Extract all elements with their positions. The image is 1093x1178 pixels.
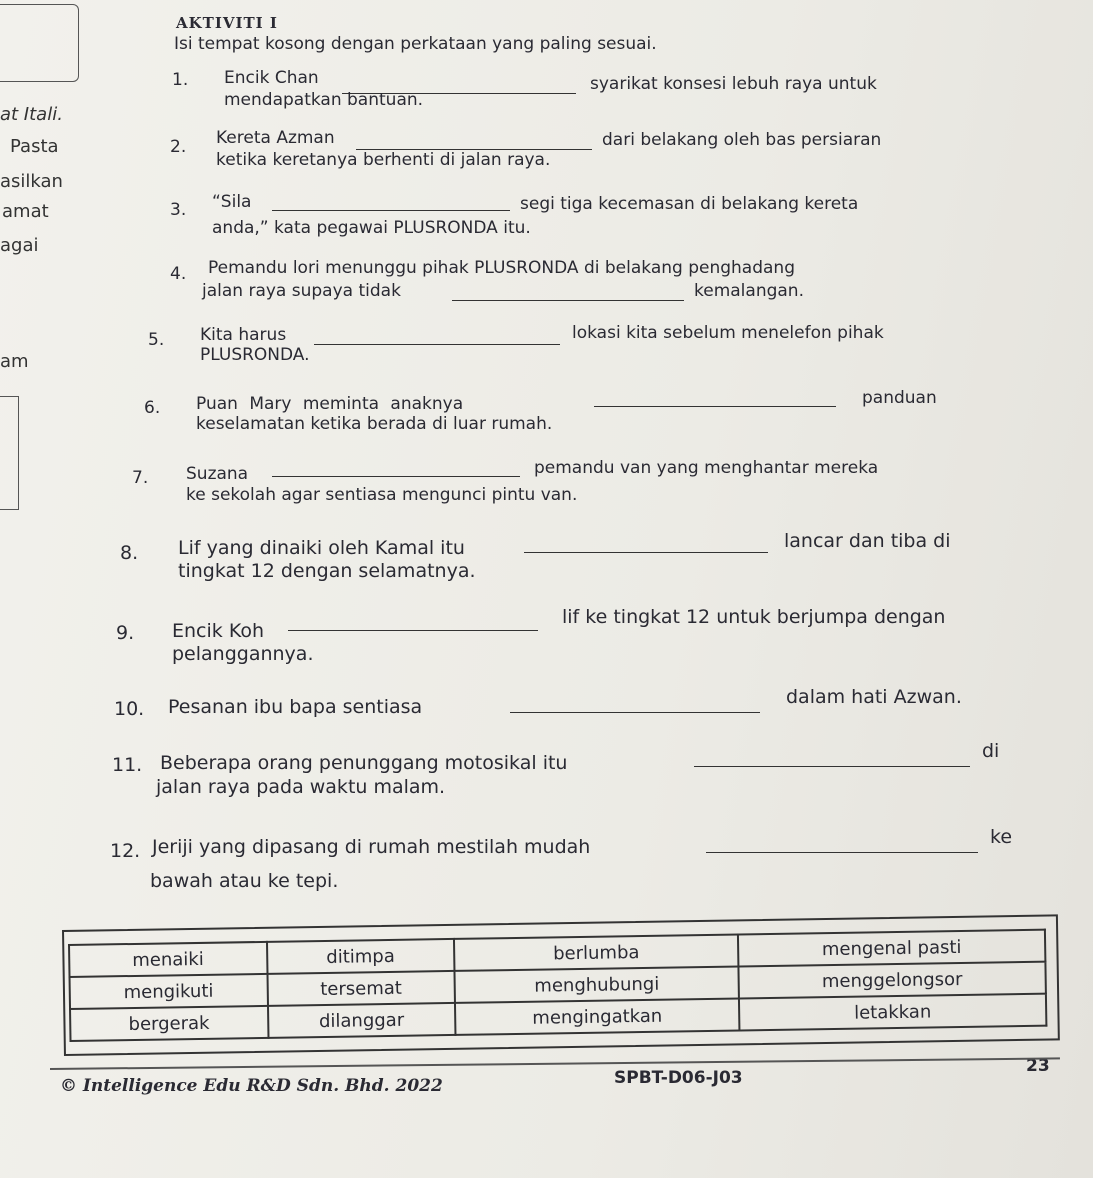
- question-number: 9.: [116, 622, 135, 644]
- left-margin-text: amat: [2, 201, 49, 222]
- word-option[interactable]: berlumba: [454, 934, 738, 970]
- question-number: 1.: [172, 70, 189, 90]
- word-option[interactable]: menaiki: [69, 942, 267, 977]
- question-number: 10.: [114, 698, 145, 720]
- word-option[interactable]: menghubungi: [455, 966, 739, 1002]
- page-number: 23: [1026, 1056, 1050, 1076]
- question-text: Suzana: [186, 464, 249, 484]
- question-text: Pemandu lori menunggu pihak PLUSRONDA di belakang penghadang: [208, 258, 795, 278]
- question-number: 6.: [144, 398, 161, 418]
- left-margin-box-top: [0, 4, 79, 82]
- question-text: jalan raya supaya tidak: [202, 281, 401, 301]
- question-text: lancar dan tiba di: [784, 530, 951, 552]
- question-text: Pesanan ibu bapa sentiasa: [168, 696, 423, 718]
- question-text: segi tiga kecemasan di belakang kereta: [520, 194, 859, 214]
- question-text: jalan raya pada waktu malam.: [156, 776, 446, 798]
- question-number: 11.: [112, 754, 143, 776]
- word-option[interactable]: tersemat: [267, 971, 455, 1006]
- question-text: pemandu van yang menghantar mereka: [534, 458, 879, 478]
- question-text: dalam hati Azwan.: [786, 686, 962, 708]
- question-text: kemalangan.: [694, 281, 804, 301]
- question-text: Encik Chan: [224, 68, 319, 88]
- question-text: mendapatkan bantuan.: [224, 90, 424, 110]
- question-number: 12.: [110, 840, 141, 862]
- answer-blank[interactable]: [594, 406, 836, 407]
- left-margin-text: asilkan: [0, 171, 63, 192]
- question-text: panduan: [862, 388, 937, 408]
- question-text: pelanggannya.: [172, 643, 314, 665]
- answer-blank[interactable]: [510, 712, 760, 713]
- answer-blank[interactable]: [272, 210, 510, 211]
- question-text: Beberapa orang penunggang motosikal itu: [160, 752, 568, 774]
- question-text: ke: [990, 826, 1013, 848]
- answer-blank[interactable]: [694, 766, 970, 767]
- answer-blank[interactable]: [706, 852, 978, 853]
- footer-divider: [50, 1057, 1060, 1070]
- left-margin-text: Pasta: [10, 136, 59, 157]
- word-option[interactable]: dilanggar: [268, 1003, 456, 1038]
- instruction: Isi tempat kosong dengan perkataan yang paling sesuai.: [174, 34, 657, 54]
- answer-blank[interactable]: [314, 344, 560, 345]
- question-text: Kita harus: [200, 325, 287, 345]
- question-text: lokasi kita sebelum menelefon pihak: [572, 323, 884, 343]
- question-number: 5.: [148, 330, 165, 350]
- answer-blank[interactable]: [452, 300, 684, 301]
- question-text: Encik Koh: [172, 620, 264, 642]
- answer-blank[interactable]: [524, 552, 768, 553]
- question-number: 8.: [120, 542, 139, 564]
- question-number: 4.: [170, 264, 187, 284]
- question-text: Puan Mary meminta anaknya: [196, 394, 464, 414]
- question-text: Kereta Azman: [216, 128, 335, 148]
- question-text: ke sekolah agar sentiasa mengunci pintu van.: [186, 485, 578, 505]
- question-number: 7.: [132, 468, 149, 488]
- answer-blank[interactable]: [288, 630, 538, 631]
- question-text: “Sila: [212, 192, 252, 212]
- question-text: Lif yang dinaiki oleh Kamal itu: [178, 537, 465, 559]
- word-option[interactable]: mengikuti: [70, 974, 268, 1009]
- question-text: keselamatan ketika berada di luar rumah.: [196, 414, 553, 434]
- question-text: ketika keretanya berhenti di jalan raya.: [216, 150, 551, 170]
- word-option[interactable]: mengenal pasti: [738, 930, 1045, 967]
- left-margin-text: at Itali.: [0, 104, 63, 125]
- question-text: lif ke tingkat 12 untuk berjumpa dengan: [562, 606, 946, 628]
- left-margin-text: agai: [0, 235, 39, 256]
- word-option[interactable]: bergerak: [70, 1006, 268, 1041]
- word-option[interactable]: menggelongsor: [738, 962, 1045, 999]
- word-option[interactable]: mengingatkan: [455, 998, 739, 1034]
- question-text: bawah atau ke tepi.: [150, 870, 339, 892]
- copyright-text: © Intelligence Edu R&D Sdn. Bhd. 2022: [60, 1076, 443, 1096]
- question-text: anda,” kata pegawai PLUSRONDA itu.: [212, 218, 531, 238]
- question-text: syarikat konsesi lebuh raya untuk: [590, 74, 877, 94]
- question-text: tingkat 12 dengan selamatnya.: [178, 560, 476, 582]
- word-bank-table: [68, 929, 1047, 1042]
- question-text: PLUSRONDA.: [200, 345, 310, 365]
- question-text: dari belakang oleh bas persiaran: [602, 130, 882, 150]
- question-text: di: [982, 740, 1000, 762]
- left-margin-box-bottom: [0, 396, 19, 510]
- question-number: 2.: [170, 137, 187, 157]
- question-number: 3.: [170, 200, 187, 220]
- left-margin-text: am: [0, 351, 29, 372]
- word-option[interactable]: letakkan: [739, 994, 1046, 1031]
- answer-blank[interactable]: [272, 476, 520, 477]
- book-code: SPBT-D06-J03: [614, 1068, 743, 1088]
- activity-title: AKTIVITI I: [176, 14, 278, 32]
- question-text: Jeriji yang dipasang di rumah mestilah mudah: [152, 836, 591, 858]
- word-option[interactable]: ditimpa: [267, 939, 455, 974]
